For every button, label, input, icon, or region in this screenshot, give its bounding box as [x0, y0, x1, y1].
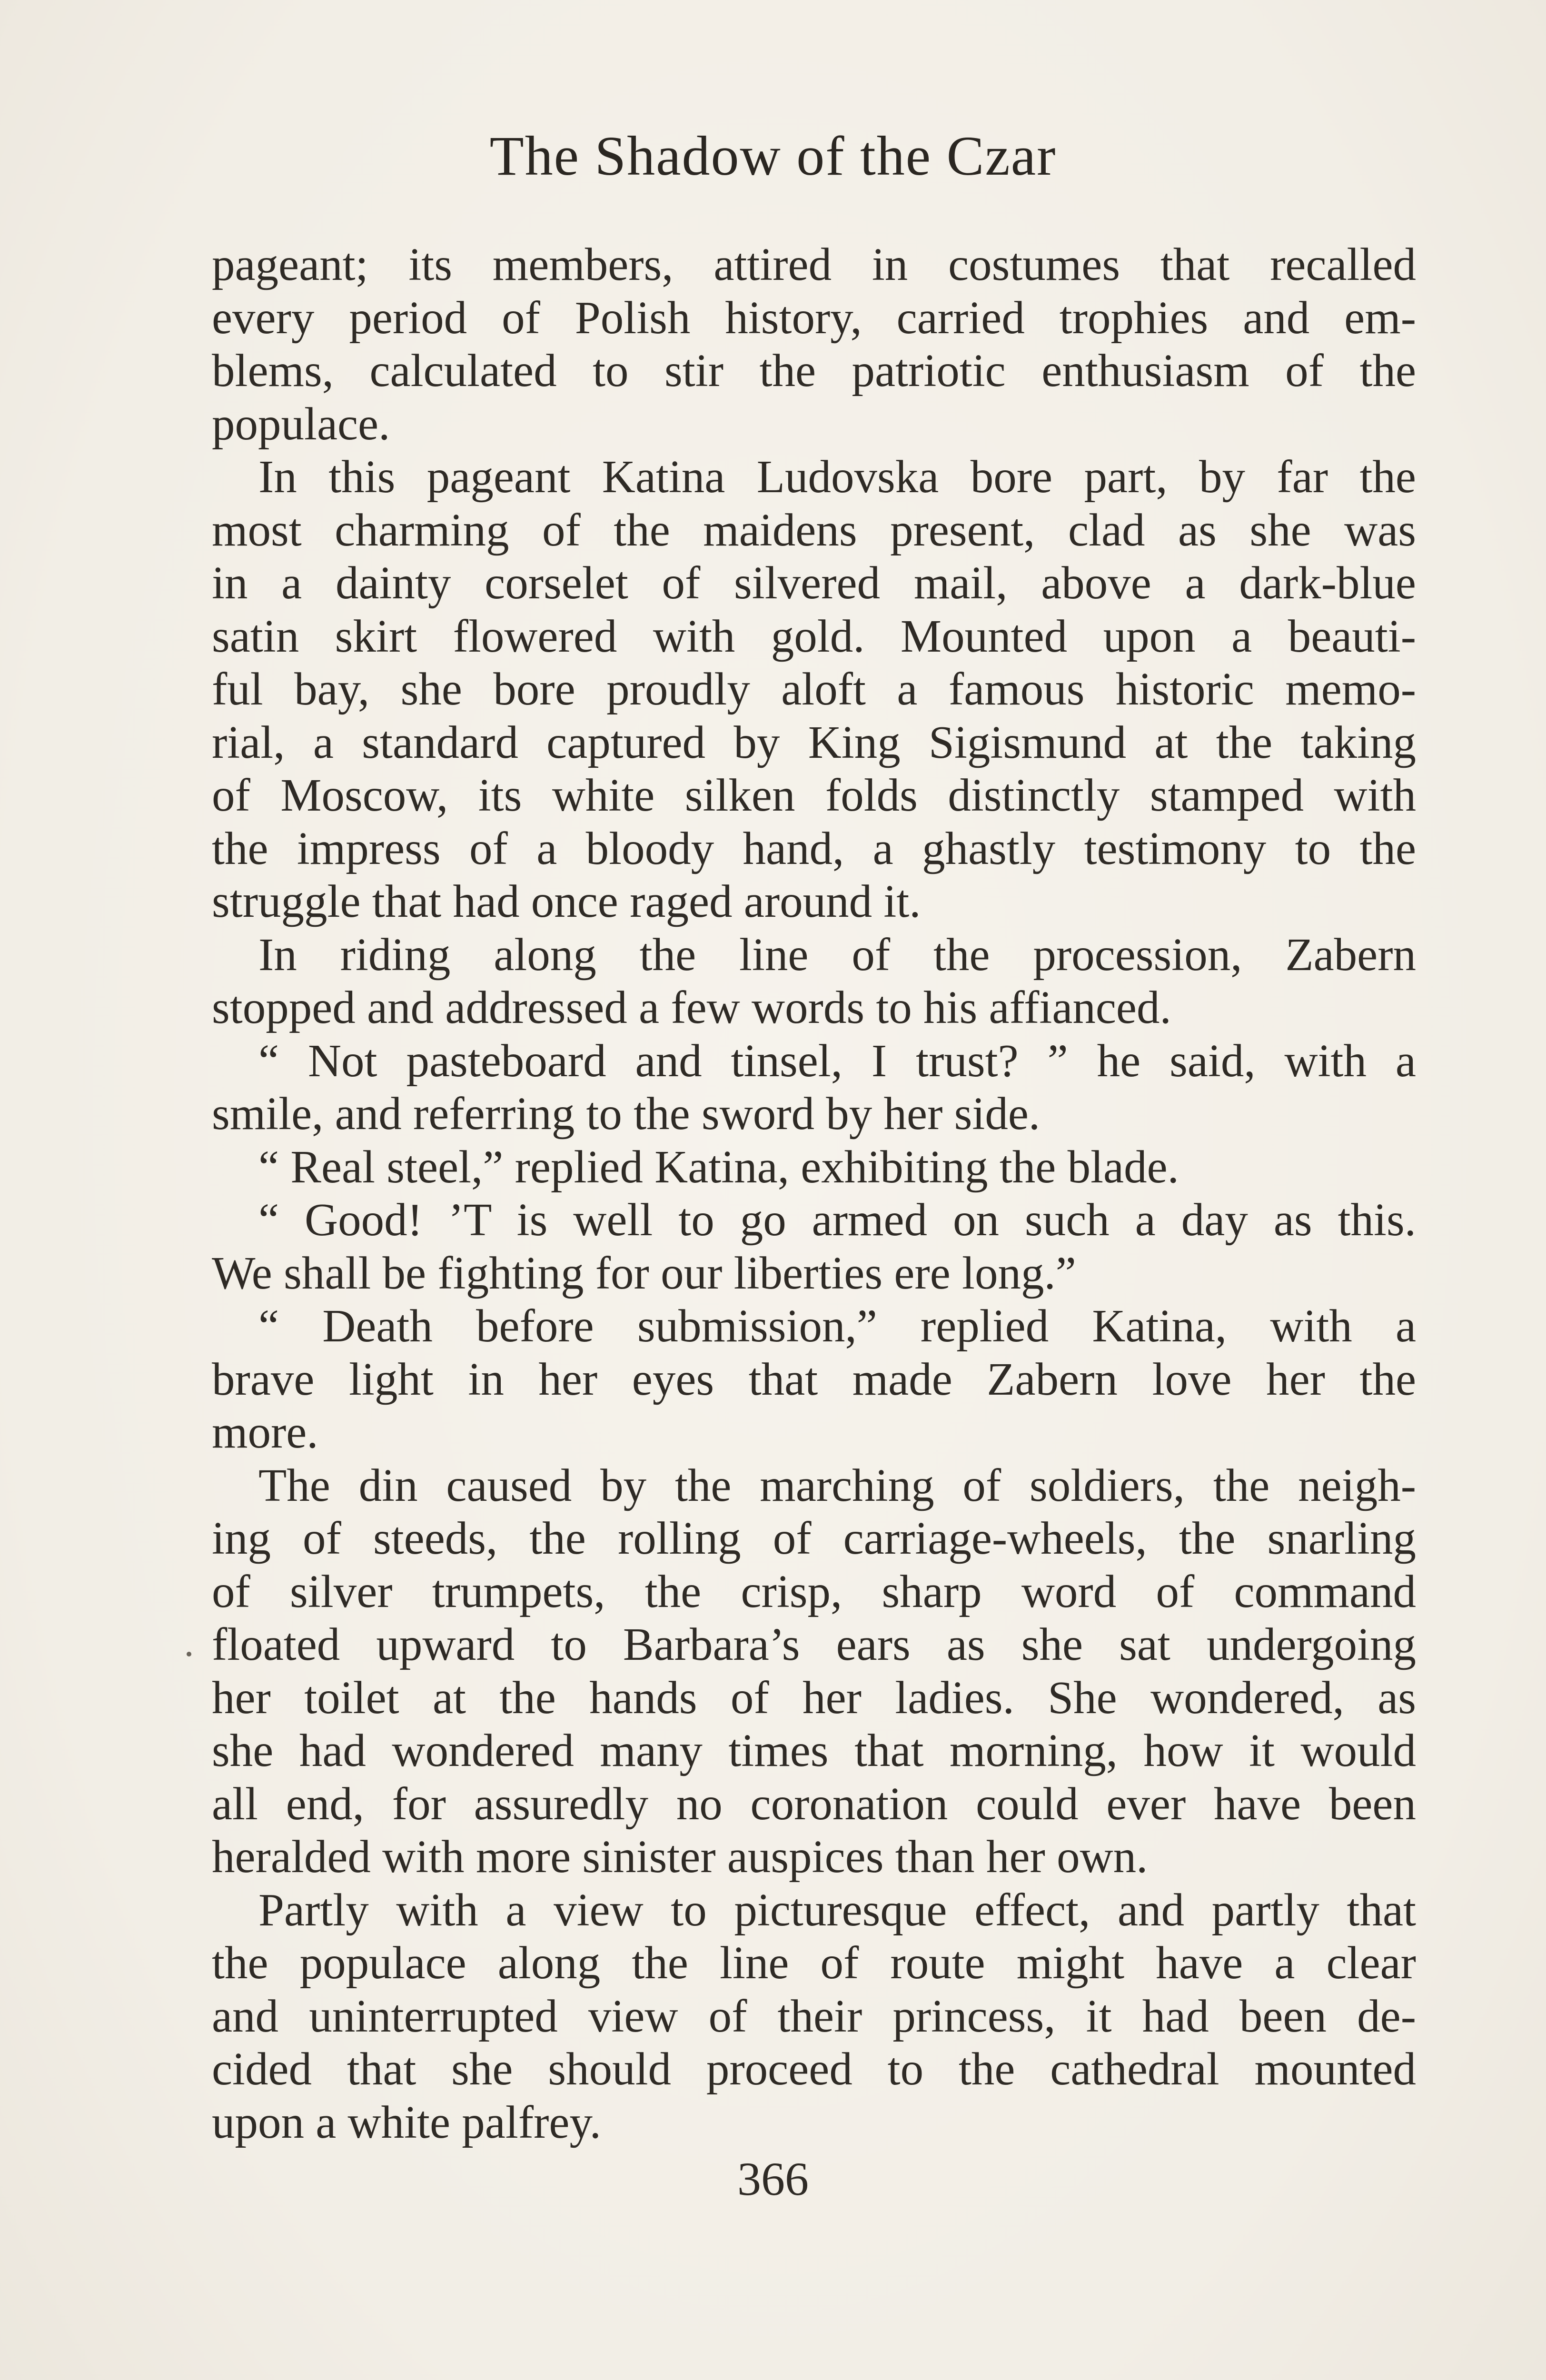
paragraph — [212, 1884, 1416, 2149]
text-line: “ Death before submission,” replied Katina, with a — [258, 1300, 1416, 1351]
text-line: populace. — [212, 398, 390, 449]
paragraph — [212, 1299, 1416, 1459]
text-line: smile, and referring to the sword by her side. — [212, 1088, 1041, 1139]
text-line: struggle that had once raged around it. — [212, 876, 921, 927]
text-line: she had wondered many times that morning, how it would — [212, 1725, 1416, 1776]
text-line: “ Not pasteboard and tinsel, I trust? ” he said, with a — [258, 1035, 1416, 1086]
text-line: rial, a standard captured by King Sigismund at the taking — [212, 716, 1416, 768]
running-head: The Shadow of the Czar — [489, 125, 1057, 187]
text-line: “ Good! ’T is well to go armed on such a day as this. — [258, 1194, 1416, 1245]
text-line: ing of steeds, the rolling of carriage-wheels, the snarling — [212, 1513, 1416, 1564]
paragraph — [212, 450, 1416, 928]
stray-ink-mark — [187, 1652, 191, 1656]
text-line: the populace along the line of route might have a clear — [212, 1937, 1416, 1988]
text-line: floated upward to Barbara’s ears as she sat undergoing — [212, 1619, 1416, 1670]
text-line: brave light in her eyes that made Zabern love her the — [212, 1353, 1416, 1405]
text-line: of silver trumpets, the crisp, sharp word of command — [212, 1566, 1416, 1617]
text-line: We shall be fighting for our liberties ere long.” — [212, 1247, 1076, 1299]
text-line: In this pageant Katina Ludovska bore part, by far the — [258, 451, 1416, 502]
text-line: ful bay, she bore proudly aloft a famous historic memo- — [212, 664, 1416, 714]
text-line: heralded with more sinister auspices than her own. — [212, 1831, 1148, 1882]
text-line: every period of Polish history, carried trophies and em- — [212, 292, 1416, 343]
text-line: “ Real steel,” replied Katina, exhibiting the blade. — [258, 1141, 1179, 1192]
text-line: all end, for assuredly no coronation could ever have been — [212, 1778, 1416, 1829]
text-line: upon a white palfrey. — [212, 2096, 601, 2148]
page-number: 366 — [737, 2152, 809, 2205]
text-line: In riding along the line of the procession, Zabern — [258, 929, 1416, 980]
paragraph — [212, 1459, 1416, 1884]
text-line: Partly with a view to picturesque effect, and partly that — [258, 1884, 1416, 1935]
paragraph — [212, 928, 1416, 1034]
text-line: blems, calculated to stir the patriotic enthusiasm of the — [212, 345, 1416, 396]
text-line: and uninterrupted view of their princess, it had been de- — [212, 1990, 1416, 2042]
text-line: in a dainty corselet of silvered mail, above a dark-blue — [212, 557, 1416, 608]
text-line: the impress of a bloody hand, a ghastly testimony to the — [212, 823, 1416, 874]
paragraph — [212, 1193, 1416, 1299]
text-line: pageant; its members, attired in costumes that recalled — [212, 239, 1416, 290]
text-line: most charming of the maidens present, clad as she was — [212, 504, 1416, 555]
text-line: The din caused by the marching of soldiers, the neigh- — [258, 1459, 1416, 1511]
text-line: her toilet at the hands of her ladies. She wondered, as — [212, 1672, 1416, 1723]
text-line: more. — [212, 1407, 318, 1458]
text-line: stopped and addressed a few words to his affianced. — [212, 982, 1171, 1033]
paragraph — [212, 1034, 1416, 1140]
paragraph — [212, 238, 1416, 450]
text-line: cided that she should proceed to the cathedral mounted — [212, 2043, 1416, 2094]
text-line: of Moscow, its white silken folds distinctly stamped with — [212, 770, 1416, 821]
body-text — [212, 238, 1416, 2149]
paragraph — [212, 1140, 1416, 1194]
text-line: satin skirt flowered with gold. Mounted upon a beauti- — [212, 610, 1416, 662]
